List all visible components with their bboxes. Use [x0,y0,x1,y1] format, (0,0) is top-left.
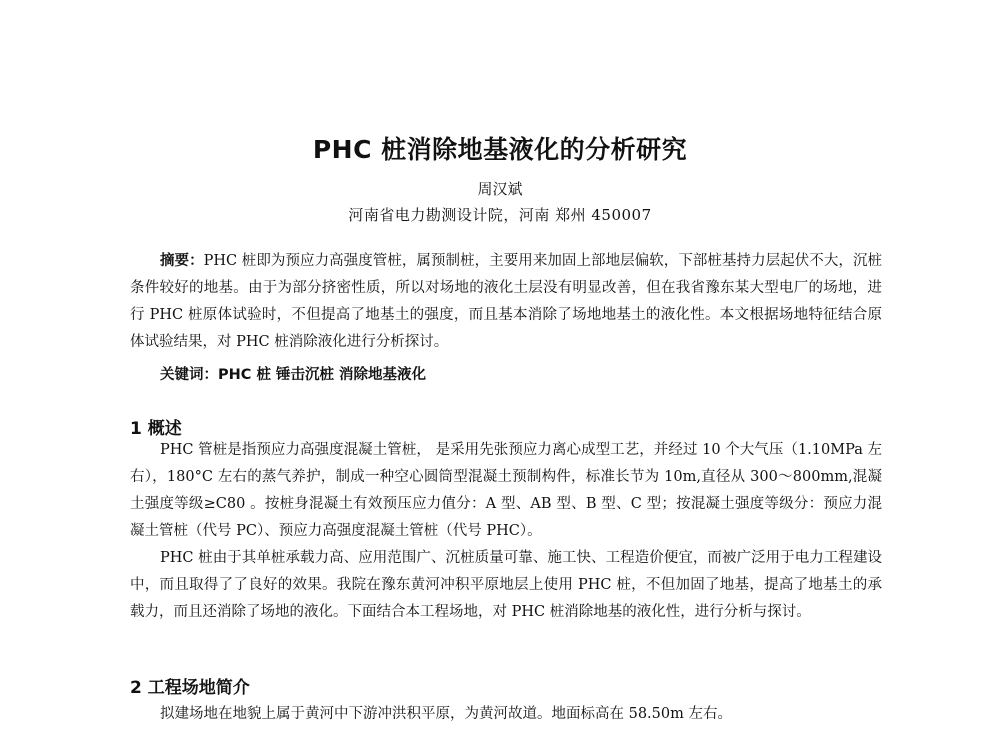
author-name: 周汉斌 [477,180,523,198]
keywords [160,362,426,389]
paper-title: PHC 桩消除地基液化的分析研究 [312,135,688,164]
section-heading-site: 2 工程场地简介 [130,678,250,698]
section-heading-overview: 1 概述 [130,419,182,439]
abstract-label: 摘要： [160,253,204,269]
section-paragraph: 拟建场地在地貌上属于黄河中下游冲洪积平原，为黄河故道。地面标高在 58.50m 左右。 [160,706,732,722]
section-paragraph: PHC 管桩是指预应力高强度混凝土管桩， 是采用先张预应力离心成型工艺，并经过 10 个大气压（1.10MPa 左右），180°C 左右的蒸气养护，制成一种空心圆筒型混凝土预制构件，标准长节为 10m,直径从 300～800mm,混凝土强度等级≥C80 。按桩身混凝土有效预压应力值分：A 型、AB 型、B 型、C 型；按混凝土强度等级分：预应力混凝土管桩（代号 PC）、预应力高强度混凝土管桩（代号 PHC）。 [130,442,882,539]
abstract [130,248,882,356]
keywords-text: PHC 桩 锤击沉桩 消除地基液化 [218,367,427,383]
author-affiliation: 河南省电力勘测设计院，河南 郑州 450007 [348,206,652,224]
section-paragraph: PHC 桩由于其单桩承载力高、应用范围广、沉桩质量可靠、施工快、工程造价便宜，而被广泛用于电力工程建设中，而且取得了了良好的效果。我院在豫东黄河冲积平原地层上使用 PHC 桩，不但加固了地基，提高了地基土的承载力，而且还消除了场地的液化。下面结合本工程场地，对 PHC 桩消除地基的液化性，进行分析与探讨。 [130,550,882,620]
abstract-text: PHC 桩即为预应力高强度管桩，属预制桩，主要用来加固上部地层偏软，下部桩基持力层起伏不大，沉桩条件较好的地基。由于为部分挤密性质，所以对场地的液化土层没有明显改善，但在我省豫东某大型电厂的场地，进行 PHC 桩原体试验时，不但提高了地基土的强度，而且基本消除了场地地基土的液化性。本文根据场地特征结合原体试验结果，对 PHC 桩消除液化进行分析探讨。 [130,253,882,350]
keywords-label: 关键词： [160,367,218,383]
